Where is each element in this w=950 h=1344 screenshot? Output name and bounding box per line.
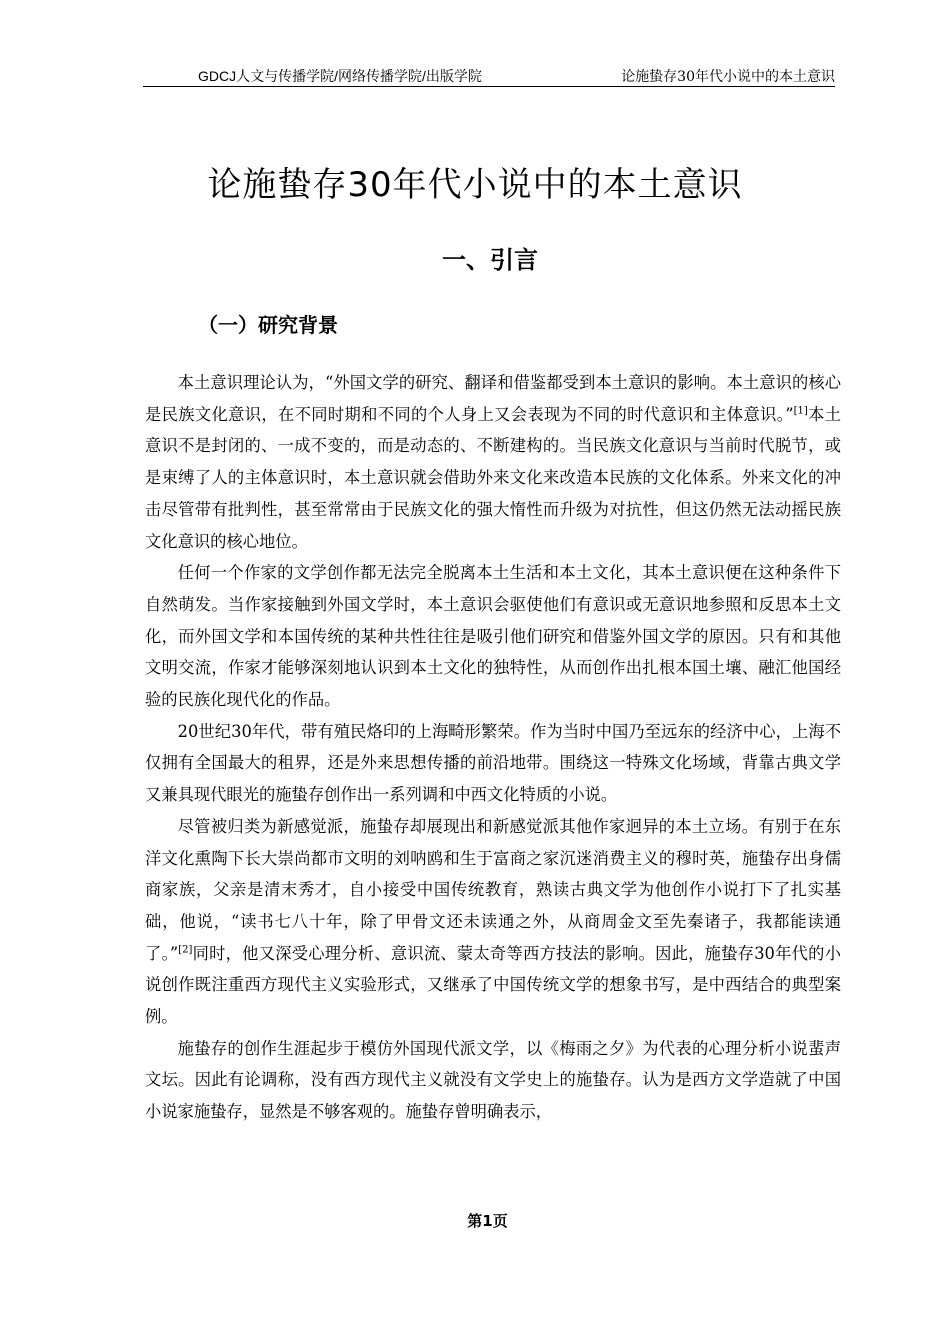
paragraph-3: 20世纪30年代，带有殖民烙印的上海畸形繁荣。作为当时中国乃至远东的经济中心，上海不仅拥有全国最大的租界，还是外来思想传播的前沿地带。围绕这一特殊文化场域，背靠古典文学又兼具现代眼光的施蛰存创作出一系列调和中西文化特质的小说。 (145, 721, 841, 805)
paragraph-1 (145, 367, 841, 557)
body-text (145, 367, 841, 1128)
paragraph-1-text-a: 本土意识理论认为，“外国文学的研究、翻译和借鉴都受到本土意识的影响。本土意识的核心是民族文化意识，在不同时期和不同的个人身上又会表现为不同的时代意识和主体意识。” (145, 373, 841, 424)
running-header (143, 64, 835, 87)
section-heading: 一、引言 (442, 246, 538, 274)
citation-1: [1] (793, 405, 808, 417)
page-number: 第1页 (467, 1212, 508, 1230)
header-institution: GDCJ人文与传播学院/网络传播学院/出版学院 (198, 68, 482, 84)
subsection-heading: （一）研究背景 (198, 313, 338, 337)
paper-title: 论施蛰存30年代小说中的本土意识 (207, 165, 743, 205)
paragraph-4-text-b: 同时，他又深受心理分析、意识流、蒙太奇等西方技法的影响。因此，施蛰存30年代的小说创作既注重西方现代主义实验形式，又继承了中国传统文学的想象书写，是中西结合的典型案例。 (145, 943, 841, 1027)
paragraph-4 (145, 811, 841, 1033)
citation-2: [2] (178, 944, 193, 956)
paragraph-2: 任何一个作家的文学创作都无法完全脱离本土生活和本土文化，其本土意识便在这种条件下自然萌发。当作家接触到外国文学时，本土意识会驱使他们有意识或无意识地参照和反思本土文化，而外国文学和本国传统的某种共性往往是吸引他们研究和借鉴外国文学的原因。只有和其他文明交流，作家才能够深刻地认识到本土文化的独特性，从而创作出扎根本国土壤、融汇他国经验的民族化现代化的作品。 (145, 563, 841, 710)
paragraph-1-text-b: 本土意识不是封闭的、一成不变的，而是动态的、不断建构的。当民族文化意识与当前时代脱节，或是束缚了人的主体意识时，本土意识就会借助外来文化来改造本民族的文化体系。外来文化的冲击尽管带有批判性，甚至常常由于民族文化的强大惰性而升级为对抗性，但这仍然无法动摇民族文化意识的核心地位。 (145, 404, 841, 551)
paragraph-5: 施蛰存的创作生涯起步于模仿外国现代派文学，以《梅雨之夕》为代表的心理分析小说蜚声文坛。因此有论调称，没有西方现代主义就没有文学史上的施蛰存。认为是西方文学造就了中国小说家施蛰存，显然是不够客观的。施蛰存曾明确表示， (145, 1038, 841, 1122)
paragraph-4-text-a: 尽管被归类为新感觉派，施蛰存却展现出和新感觉派其他作家迥异的本土立场。有别于在东洋文化熏陶下长大崇尚都市文明的刘呐鸥和生于富商之家沉迷消费主义的穆时英，施蛰存出身儒商家族，父亲是清末秀才，自小接受中国传统教育，熟读古典文学为他创作小说打下了扎实基础，他说，“读书七八十年，除了甲骨文还未读通之外，从商周金文至先秦诸子，我都能读通了。” (145, 816, 841, 963)
header-short-title: 论施蛰存30年代小说中的本土意识 (621, 69, 835, 85)
